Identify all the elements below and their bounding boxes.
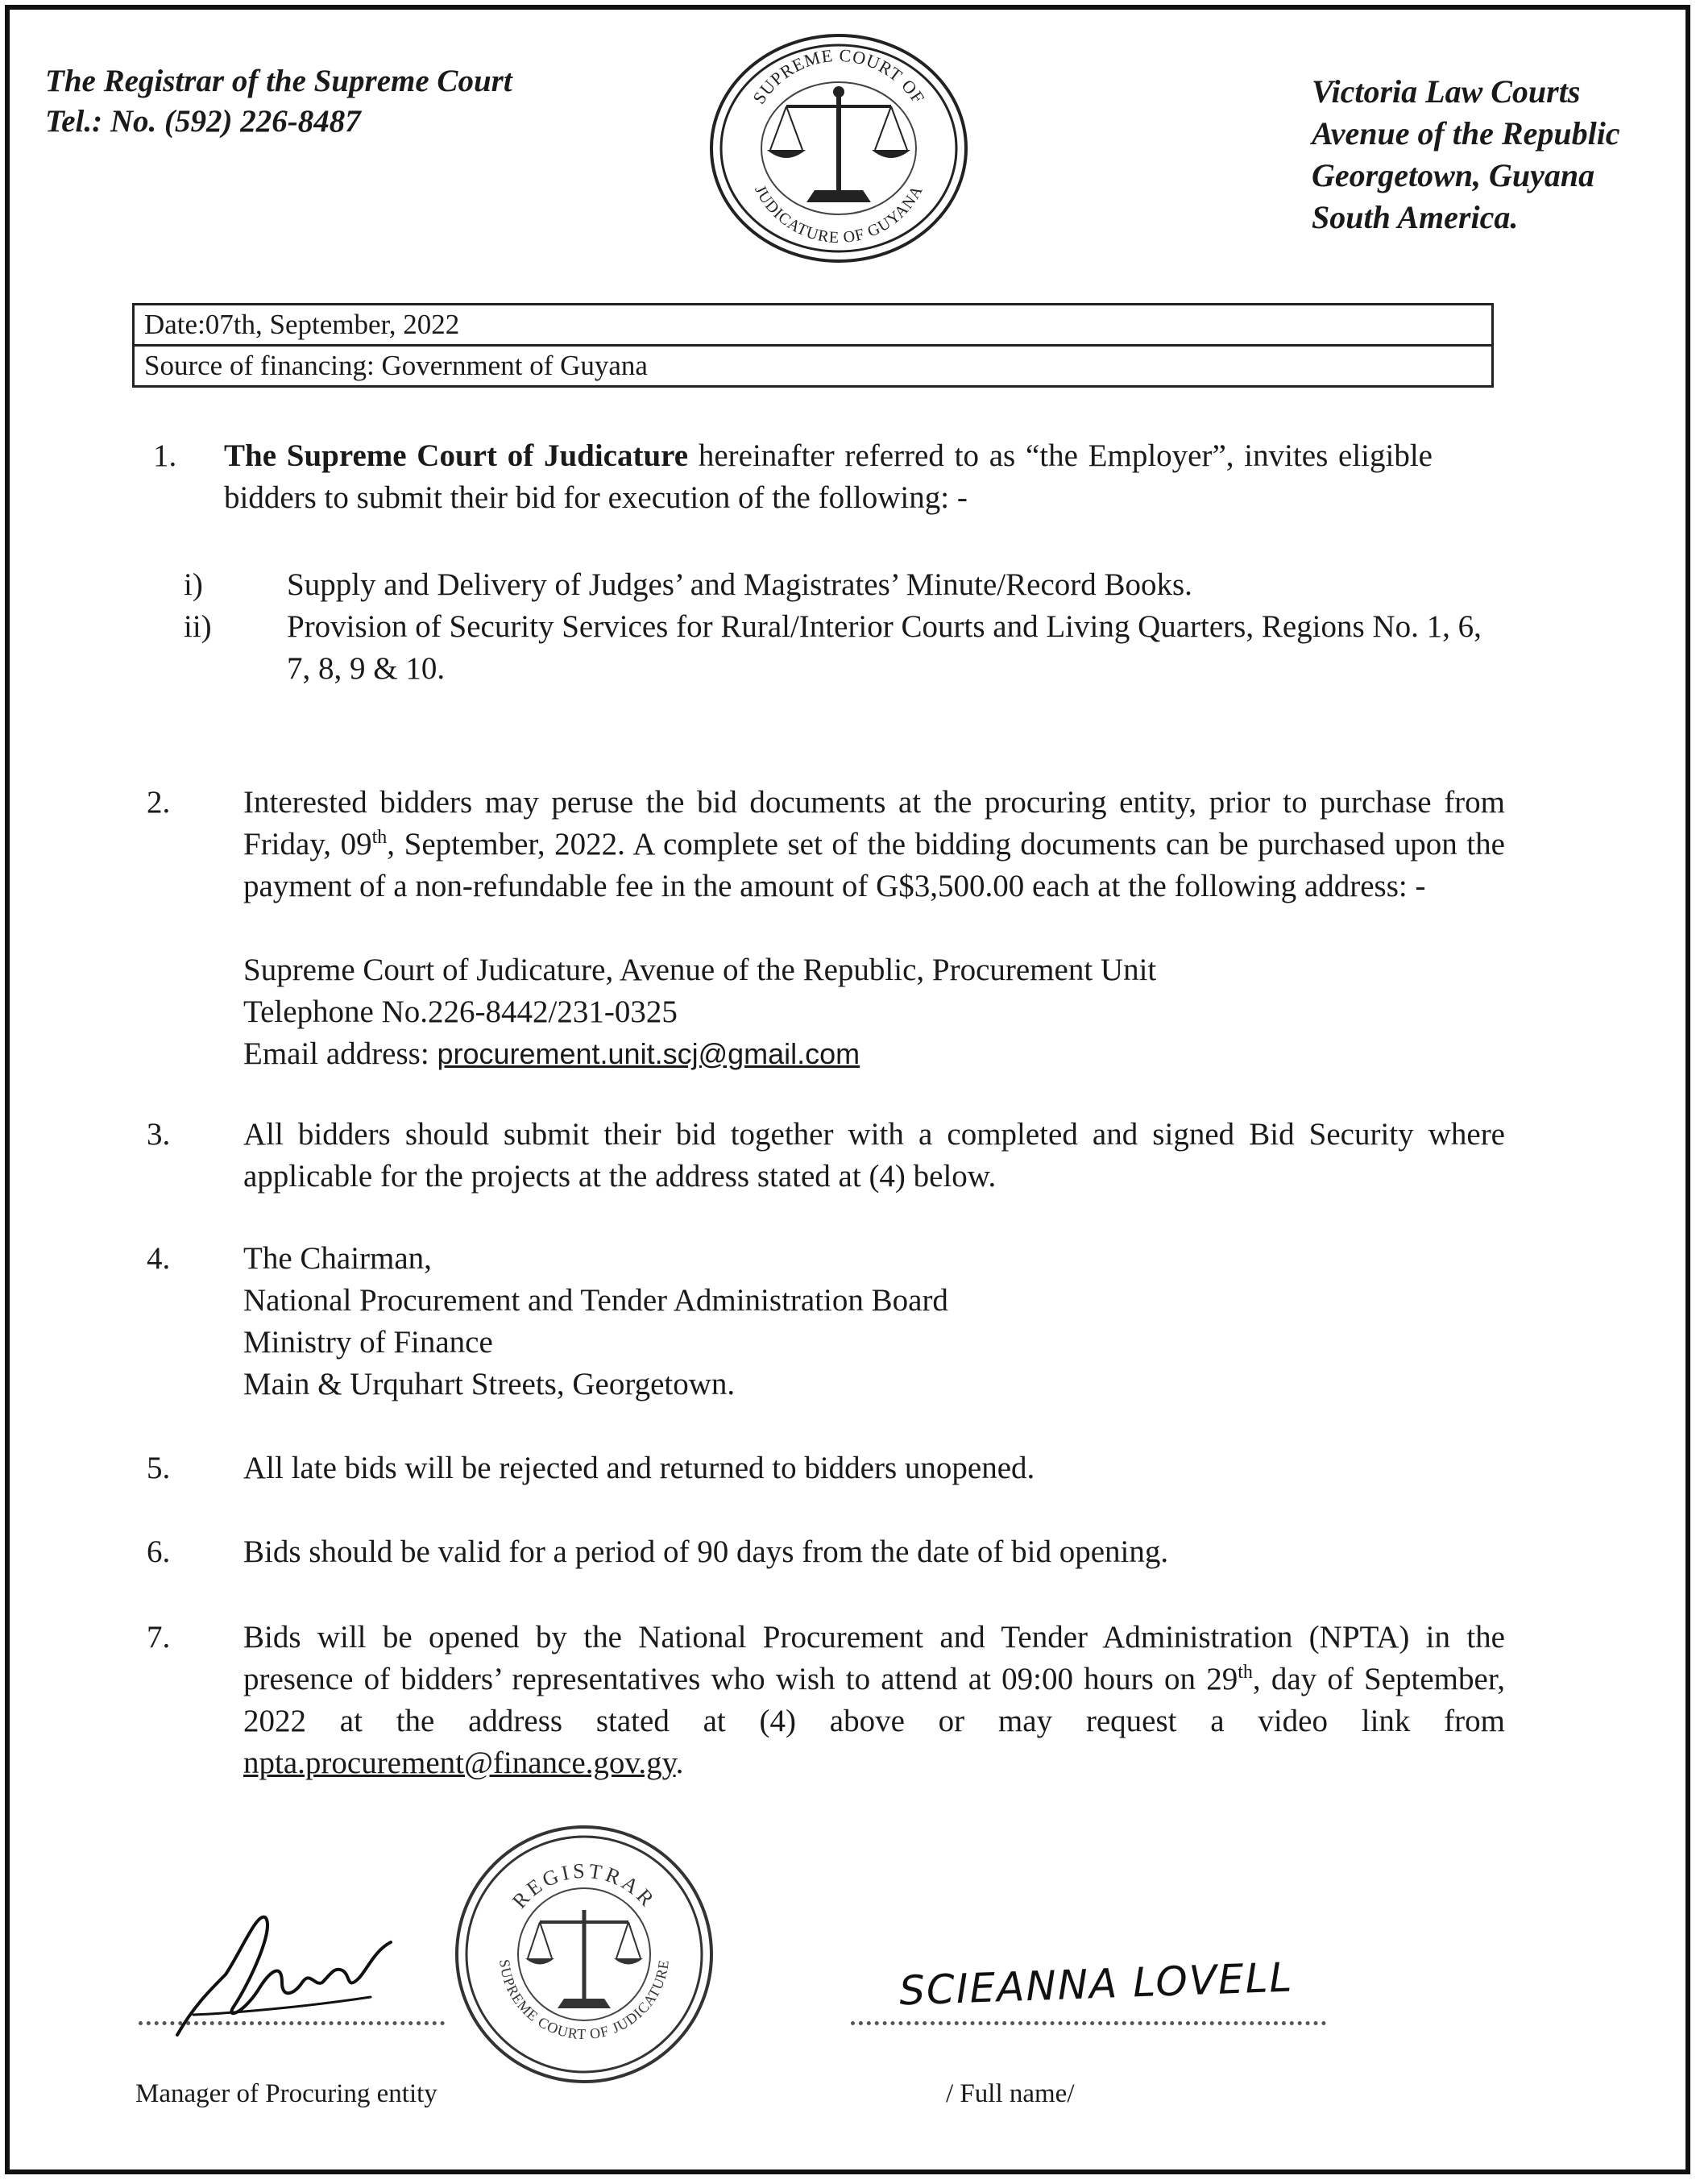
sub-item-1-number: i) (184, 567, 203, 602)
registrar-title: The Registrar of the Supreme Court (45, 64, 512, 98)
street-line: Main & Urquhart Streets, Georgetown. (243, 1367, 736, 1401)
para-7-text-a: Bids will be opened by the National Procurement and Tender Administration (NPTA) in the presence of bidders’ representatives who wish to attend at 09:00 hours on 29 (243, 1620, 1505, 1696)
financing-row: Source of financing: Government of Guyana (135, 344, 1491, 385)
sub-item-1: Supply and Delivery of Judges’ and Magistrates’ Minute/Record Books. (287, 567, 1192, 602)
address-line-4: South America. (1312, 199, 1519, 235)
date-row: Date:07th, September, 2022 (144, 309, 460, 340)
para-3: All bidders should submit their bid together with a completed and signed Bid Security where applicable for the projects at the address stated at (4) below. (243, 1117, 1505, 1194)
para-1-number: 1. (153, 438, 177, 473)
registrar-phone: Tel.: No. (592) 226-8487 (45, 104, 361, 139)
procurement-email-line (243, 1033, 1505, 1075)
para-2-number: 2. (147, 785, 171, 820)
address-line-1: Victoria Law Courts (1312, 73, 1581, 110)
para-7-end: . (675, 1746, 684, 1780)
procurement-email-link[interactable]: procurement.unit.scj@gmail.com (437, 1037, 860, 1070)
para-3-number: 3. (147, 1117, 171, 1152)
info-table (132, 303, 1494, 388)
registrar-stamp (451, 1821, 717, 2087)
para-7-sup: th (1238, 1662, 1253, 1683)
npta-email-link[interactable]: npta.procurement@finance.gov.gy (243, 1746, 676, 1780)
para-4-number: 4. (147, 1241, 171, 1276)
svg-text:REGISTRAR (508, 1859, 661, 1913)
para-2-text-a: Interested bidders may peruse the bid documents at the procuring entity, prior to purchase from Friday, 09 (243, 785, 1505, 862)
para-1-text: hereinafter referred to as “the Employer”, invites eligible bidders to submit their bid for execution of the following: - (224, 438, 1433, 515)
para-4 (243, 1238, 1505, 1405)
chairman-line: The Chairman, (243, 1241, 432, 1276)
full-name-signature (894, 1934, 1345, 2023)
para-2 (243, 782, 1505, 907)
procurement-telephone: Telephone No.226-8442/231-0325 (243, 994, 678, 1029)
sub-item-2-number: ii) (184, 609, 212, 644)
para-1-bold-lead: The Supreme Court of Judicature (224, 438, 689, 473)
para-6: Bids should be valid for a period of 90 days from the date of bid opening. (243, 1534, 1169, 1569)
stamp-text-bottom: SUPREME COURT OF JUDICATURE (496, 1958, 672, 2043)
para-2-sup: th (371, 827, 388, 848)
email-label: Email address: (243, 1036, 437, 1071)
header-left (45, 61, 512, 142)
address-line-3: Georgetown, Guyana (1312, 157, 1595, 193)
para-1 (224, 435, 1433, 519)
handwritten-name: SCIEANNA LOVELL (898, 1954, 1295, 2015)
board-line: National Procurement and Tender Administration Board (243, 1283, 948, 1318)
stamp-text-top: REGISTRAR (508, 1858, 661, 1913)
right-signature-line (851, 2021, 1326, 2025)
para-5-number: 5. (147, 1451, 171, 1485)
procurement-address: Supreme Court of Judicature, Avenue of the Republic, Procurement Unit (243, 953, 1157, 987)
para-5: All late bids will be rejected and returned to bidders unopened. (243, 1451, 1035, 1485)
para-2-address (243, 949, 1505, 1075)
supreme-court-seal (706, 29, 972, 268)
address-line-2: Avenue of the Republic (1312, 115, 1620, 152)
para-7-text-b: , day of September, 2022 at the address stated at (4) above or may request a video link from (243, 1662, 1506, 1738)
left-signature-line (139, 2021, 445, 2025)
seal-text-bottom: JUDICATURE OF GUYANA (751, 182, 927, 247)
para-7 (243, 1617, 1505, 1784)
full-name-label: / Full name/ (946, 2079, 1075, 2108)
ministry-line: Ministry of Finance (243, 1325, 493, 1360)
header-right (1312, 71, 1620, 239)
para-6-number: 6. (147, 1534, 171, 1569)
para-2-text-b: , September, 2022. A complete set of the bidding documents can be purchased upon the payment of a non-refundable fee in the amount of G$3,500.00 each at the following address: - (243, 827, 1505, 903)
sub-item-2: Provision of Security Services for Rural/Interior Courts and Living Quarters, Regions No. 1, 6, 7, 8, 9 & 10. (287, 609, 1482, 686)
para-7-number: 7. (147, 1620, 171, 1655)
seal-text-top: SUPREME COURT OF (748, 44, 929, 108)
manager-label: Manager of Procuring entity (135, 2079, 437, 2108)
